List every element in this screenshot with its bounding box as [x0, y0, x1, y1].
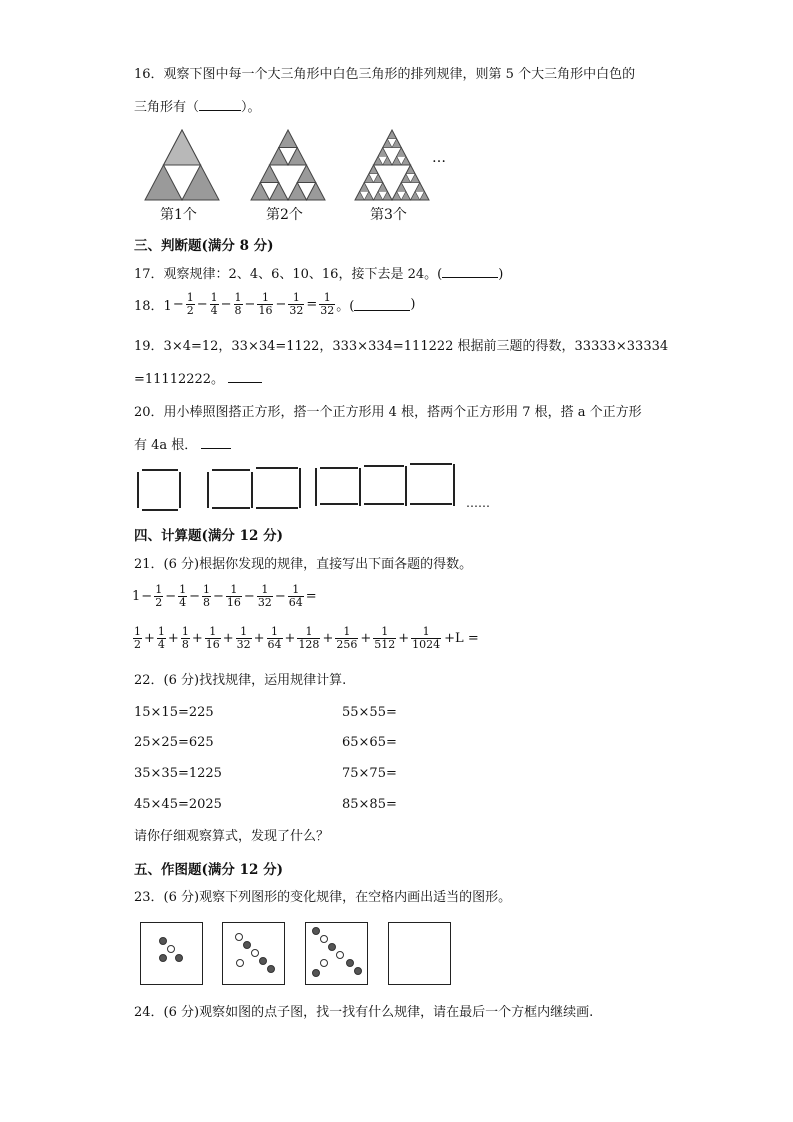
answer-blank[interactable]	[201, 448, 231, 449]
figure-ellipsis: …	[432, 150, 446, 166]
filled-dot	[159, 954, 167, 962]
q18: 18．1 − $\frac{1}{2}$ − $\frac{1}{4}$ − $\frac{1}{8}$ − $\frac{1}{16}$ − $\frac{1}{32}$ = $\frac{1}{32}$ 。( )	[134, 291, 416, 317]
fraction: $\frac{1}{16}$	[205, 625, 220, 651]
q17-close: )	[498, 267, 504, 282]
filled-dot	[354, 967, 362, 975]
q24-text: 24．(6 分)观察如图的点子图，找一找有什么规律，请在最后一个方框内继续画.	[134, 1005, 594, 1020]
q22-left-0: 15×15=225	[134, 705, 214, 720]
stick-squares-figure	[130, 462, 500, 514]
fraction: $\frac{1}{1024}$	[412, 625, 441, 651]
answer-blank[interactable]	[199, 110, 241, 111]
fraction: $\frac{1}{32}$	[236, 625, 251, 651]
q21-row1-prefix: 1	[132, 589, 141, 604]
q22-left-2: 35×35=1225	[134, 766, 222, 781]
q17-text: 17．观察规律：2、4、6、10、16，接下去是 24。(	[134, 267, 443, 282]
section-4-title: 四、计算题(满分 12 分)	[134, 528, 283, 544]
q16-line2b: ）。	[241, 100, 261, 115]
empty-drawing-box[interactable]	[388, 922, 451, 985]
q16-line2	[134, 99, 261, 117]
q21-row2: $\frac{1}{2}$ + $\frac{1}{4}$ + $\frac{1}{8}$ + $\frac{1}{16}$ + $\frac{1}{32}$ + $\frac{1}{64}$ + $\frac{1}{128}$ + $\frac{1}{256}$ + $\frac{1}{512}$ + $\frac{1}{1024}$ +L =	[134, 625, 479, 651]
hollow-dot	[167, 945, 175, 953]
fraction: $\frac{1}{2}$	[186, 291, 194, 317]
figure-label-3: 第3个	[370, 207, 407, 223]
filled-dot	[346, 959, 354, 967]
figure-label-2: 第2个	[266, 207, 303, 223]
fraction: $\frac{1}{8}$	[181, 625, 189, 651]
q22-text: 22．(6 分)找找规律，运用规律计算.	[134, 673, 347, 688]
hollow-dot	[320, 935, 328, 943]
fraction: $\frac{1}{4}$	[179, 583, 187, 609]
fraction: $\frac{1}{64}$	[288, 583, 303, 609]
fraction: $\frac{1}{128}$	[298, 625, 320, 651]
q21-text: 21．(6 分)根据你发现的规律，直接写出下面各题的得数。	[134, 557, 473, 572]
q18-close: )	[410, 297, 416, 312]
fraction: $\frac{1}{64}$	[267, 625, 282, 651]
q19-line2-text: =11112222。	[134, 372, 225, 387]
q16-line2a: 三角形有（	[134, 100, 200, 115]
sticks-ellipsis: ……	[466, 496, 490, 510]
fraction: $\frac{1}{4}$	[157, 625, 165, 651]
q20-line2	[134, 437, 231, 455]
q17	[134, 266, 503, 284]
q23-text: 23．(6 分)观察下列图形的变化规律，在空格内画出适当的图形。	[134, 890, 512, 905]
triangle-figure-3	[355, 130, 429, 200]
fraction: $\frac{1}{16}$	[258, 291, 273, 317]
q22-question: 请你仔细观察算式，发现了什么？	[134, 829, 330, 844]
section-5-title: 五、作图题(满分 12 分)	[134, 862, 283, 878]
q22-left-1: 25×25=625	[134, 735, 214, 750]
fraction: $\frac{1}{4}$	[210, 291, 218, 317]
figure-label-1: 第1个	[160, 207, 197, 223]
q22-right-2: 75×75=	[342, 766, 397, 781]
answer-blank[interactable]	[228, 382, 262, 383]
fraction: $\frac{1}{256}$	[336, 625, 358, 651]
fraction: $\frac{1}{16}$	[226, 583, 241, 609]
triangle-figure-2	[251, 130, 325, 200]
fraction: $\frac{1}{2}$	[155, 583, 163, 609]
fraction: $\frac{1}{8}$	[203, 583, 210, 609]
filled-dot	[243, 941, 251, 949]
q22-left-3: 45×45=2025	[134, 797, 222, 812]
q19-line1: 19．3×4=12，33×34=1122，333×334=111222 根据前三题的得数，33333×33334	[134, 339, 669, 354]
fraction: $\frac{1}{2}$	[134, 625, 141, 651]
sierpinski-figures	[140, 124, 460, 208]
answer-blank[interactable]	[354, 310, 410, 311]
q19-line2	[134, 371, 262, 389]
q18-prefix: 18．1	[134, 299, 172, 314]
filled-dot	[175, 954, 183, 962]
triangle-figure-1	[145, 130, 219, 200]
dot-pattern-box-3	[305, 922, 368, 985]
fraction: $\frac{1}{32}$	[320, 291, 335, 317]
q22-right-1: 65×65=	[342, 735, 397, 750]
filled-dot	[312, 969, 320, 977]
fraction: $\frac{1}{512}$	[374, 625, 396, 651]
section-3-title: 三、判断题(满分 8 分)	[134, 238, 274, 254]
q22-right-3: 85×85=	[342, 797, 397, 812]
hollow-dot	[251, 949, 259, 957]
fraction: $\frac{1}{32}$	[289, 291, 304, 317]
filled-dot	[159, 937, 167, 945]
hollow-dot	[236, 959, 244, 967]
q21-row2-tail: +L =	[444, 631, 479, 646]
filled-dot	[328, 943, 336, 951]
fraction: $\frac{1}{8}$	[234, 291, 242, 317]
q21-row1: 1 − $\frac{1}{2}$ − $\frac{1}{4}$ − $\frac{1}{8}$ − $\frac{1}{16}$ − $\frac{1}{32}$ − $\frac{1}{64}$ =	[132, 583, 317, 609]
hollow-dot	[320, 959, 328, 967]
fraction: $\frac{1}{32}$	[257, 583, 272, 609]
dot-pattern-box-2	[222, 922, 285, 985]
q22-right-0: 55×55=	[342, 705, 397, 720]
q20-line1: 20．用小棒照图搭正方形，搭一个正方形用 4 根，搭两个正方形用 7 根，搭 a 个正方形	[134, 405, 642, 420]
q18-suffix: 。(	[336, 299, 355, 314]
hollow-dot	[235, 933, 243, 941]
filled-dot	[267, 965, 275, 973]
q16-line1: 16．观察下图中每一个大三角形中白色三角形的排列规律，则第 5 个大三角形中白色的	[134, 67, 636, 82]
filled-dot	[259, 957, 267, 965]
q20-line2-text: 有 4a 根．	[134, 438, 198, 453]
dot-pattern-box-1	[140, 922, 203, 985]
answer-blank[interactable]	[442, 277, 498, 278]
filled-dot	[312, 927, 320, 935]
hollow-dot	[336, 951, 344, 959]
